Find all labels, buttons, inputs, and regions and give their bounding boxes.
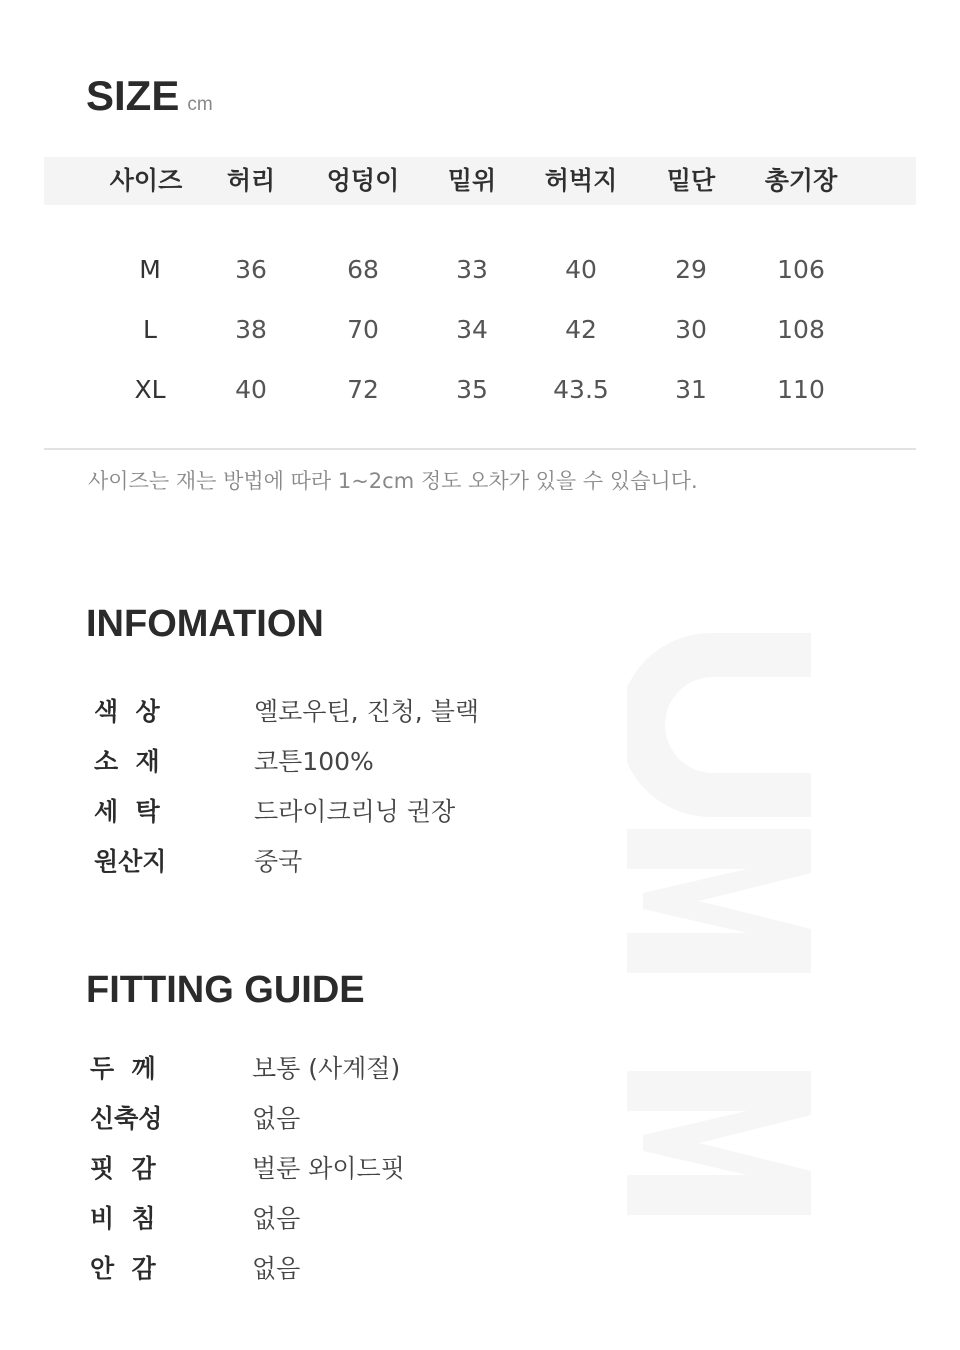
info-label: 신축성	[90, 1104, 163, 1133]
size-label-cell: L	[143, 315, 157, 344]
information-title: INFOMATION	[86, 603, 324, 645]
brand-watermark	[627, 633, 811, 1215]
info-row	[90, 1142, 405, 1192]
table-cell: 68	[347, 255, 379, 284]
information-list	[94, 685, 479, 885]
table-cell: 106	[777, 255, 825, 284]
info-label: 원산지	[94, 847, 167, 876]
info-row	[94, 685, 479, 735]
table-cell: 43.5	[553, 375, 609, 404]
info-value: 없음	[252, 1204, 301, 1233]
table-header-cell: 밑단	[666, 166, 716, 195]
size-title-text: SIZE	[86, 72, 180, 119]
table-header-cell: 사이즈	[109, 166, 183, 195]
table-cell: 72	[347, 375, 379, 404]
table-cell: 33	[456, 255, 488, 284]
info-row	[94, 785, 479, 835]
info-value: 없음	[252, 1104, 301, 1133]
table-cell: 38	[235, 315, 267, 344]
table-divider	[44, 448, 916, 450]
size-unit-label: cm	[187, 94, 213, 115]
fitting-guide-list	[90, 1042, 405, 1292]
table-cell: 108	[777, 315, 825, 344]
info-row	[90, 1192, 405, 1242]
info-row	[90, 1042, 405, 1092]
info-row	[94, 735, 479, 785]
table-cell: 29	[675, 255, 707, 284]
info-value: 옐로우틴, 진청, 블랙	[254, 697, 479, 726]
table-header-cell: 허벅지	[544, 166, 618, 195]
table-cell: 36	[235, 255, 267, 284]
info-label: 색 상	[94, 697, 160, 726]
size-label-cell: XL	[134, 375, 166, 404]
size-note: 사이즈는 재는 방법에 따라 1~2cm 정도 오차가 있을 수 있습니다.	[88, 469, 698, 493]
table-cell: 42	[565, 315, 597, 344]
size-label-cell: M	[139, 255, 161, 284]
table-header-cell: 엉덩이	[326, 166, 400, 195]
info-value: 중국	[254, 847, 303, 876]
info-row	[90, 1092, 405, 1142]
size-section-title	[86, 72, 213, 120]
info-label: 소 재	[94, 747, 160, 776]
info-row	[94, 835, 479, 885]
fitting-guide-title: FITTING GUIDE	[86, 969, 365, 1011]
table-header-cell: 총기장	[764, 166, 838, 195]
table-cell: 70	[347, 315, 379, 344]
info-value: 드라이크리닝 권장	[254, 797, 456, 826]
table-cell: 40	[565, 255, 597, 284]
info-value: 없음	[252, 1254, 301, 1283]
info-value: 보통 (사계절)	[252, 1054, 401, 1083]
info-value: 코튼100%	[254, 747, 374, 776]
info-label: 두 께	[90, 1054, 156, 1083]
table-cell: 34	[456, 315, 488, 344]
info-label: 안 감	[90, 1254, 156, 1283]
info-row	[90, 1242, 405, 1292]
info-label: 핏 감	[90, 1154, 156, 1183]
info-label: 세 탁	[94, 797, 160, 826]
info-label: 비 침	[90, 1204, 156, 1233]
table-cell: 30	[675, 315, 707, 344]
table-cell: 31	[675, 375, 707, 404]
table-header-cell: 밑위	[447, 166, 497, 195]
info-value: 벌룬 와이드핏	[252, 1154, 405, 1183]
table-cell: 40	[235, 375, 267, 404]
table-cell: 110	[777, 375, 825, 404]
table-header-cell: 허리	[226, 166, 276, 195]
table-cell: 35	[456, 375, 488, 404]
